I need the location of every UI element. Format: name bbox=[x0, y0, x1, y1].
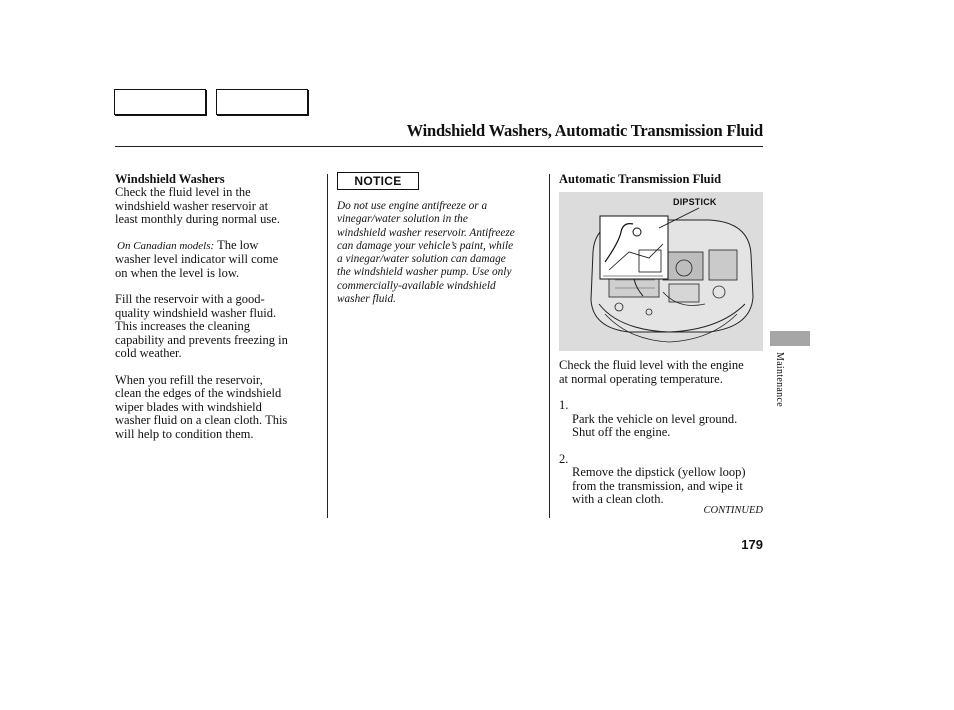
step-2 bbox=[559, 453, 769, 507]
step-1-number: 1. bbox=[559, 398, 569, 412]
step-1 bbox=[559, 399, 769, 440]
refill-fluid-paragraph: Fill the reservoir with a good- quality windshield washer fluid. This increases the cleaning capability and prevents freezing in cold weather. bbox=[115, 292, 288, 360]
step-2-number: 2. bbox=[559, 451, 569, 466]
fluid-check-paragraph: Check the fluid level with the engine at normal operating temperature. bbox=[559, 358, 744, 386]
right-column-text bbox=[559, 359, 769, 507]
page-title: Windshield Washers, Automatic Transmission Fluid bbox=[406, 121, 763, 140]
left-column bbox=[115, 172, 315, 441]
engine-compartment-illustration bbox=[559, 192, 763, 351]
engine-compartment-figure bbox=[559, 192, 763, 351]
transmission-fluid-heading: Automatic Transmission Fluid bbox=[559, 172, 722, 186]
windshield-washers-heading: Windshield Washers bbox=[115, 172, 225, 186]
column-divider-left bbox=[327, 174, 328, 518]
canadian-models-paragraph bbox=[115, 239, 315, 254]
title-rule bbox=[115, 146, 763, 147]
step-2-text: Remove the dipstick (yellow loop) from the transmission, and wipe it with a clean cloth. bbox=[572, 465, 746, 506]
dipstick-label: DIPSTICK bbox=[673, 197, 717, 207]
washer-check-paragraph: Check the fluid level in the windshield washer reservoir at least monthly during normal use. bbox=[115, 185, 280, 226]
continued-label: CONTINUED bbox=[703, 505, 763, 516]
canadian-models-text: washer level indicator will come on when the level is low. bbox=[115, 252, 279, 280]
canadian-models-label: On Canadian models: bbox=[117, 239, 215, 252]
nav-box-left[interactable] bbox=[114, 89, 206, 115]
page-number: 179 bbox=[741, 537, 763, 552]
section-tab[interactable] bbox=[770, 331, 810, 346]
notice-label: NOTICE bbox=[337, 172, 419, 190]
step-1-text: Park the vehicle on level ground. Shut off the engine. bbox=[572, 411, 738, 439]
column-divider-right bbox=[549, 174, 550, 518]
notice-text: Do not use engine antifreeze or a vinegar/water solution in the windshield washer reservoir. Antifreeze can damage your vehicle’s paint, while a vinegar/water solution can damage the windshield washer pump. Use only commercially-available windshield washer fluid. bbox=[337, 200, 515, 306]
canadian-models-text-first: The low bbox=[214, 237, 259, 252]
clean-wiper-paragraph: When you refill the reservoir, clean the edges of the windshield wiper blades with windshield washer fluid on a clean cloth. This will help to condition them. bbox=[115, 372, 288, 441]
nav-box-right[interactable] bbox=[216, 89, 308, 115]
section-tab-label: Maintenance bbox=[774, 352, 785, 407]
